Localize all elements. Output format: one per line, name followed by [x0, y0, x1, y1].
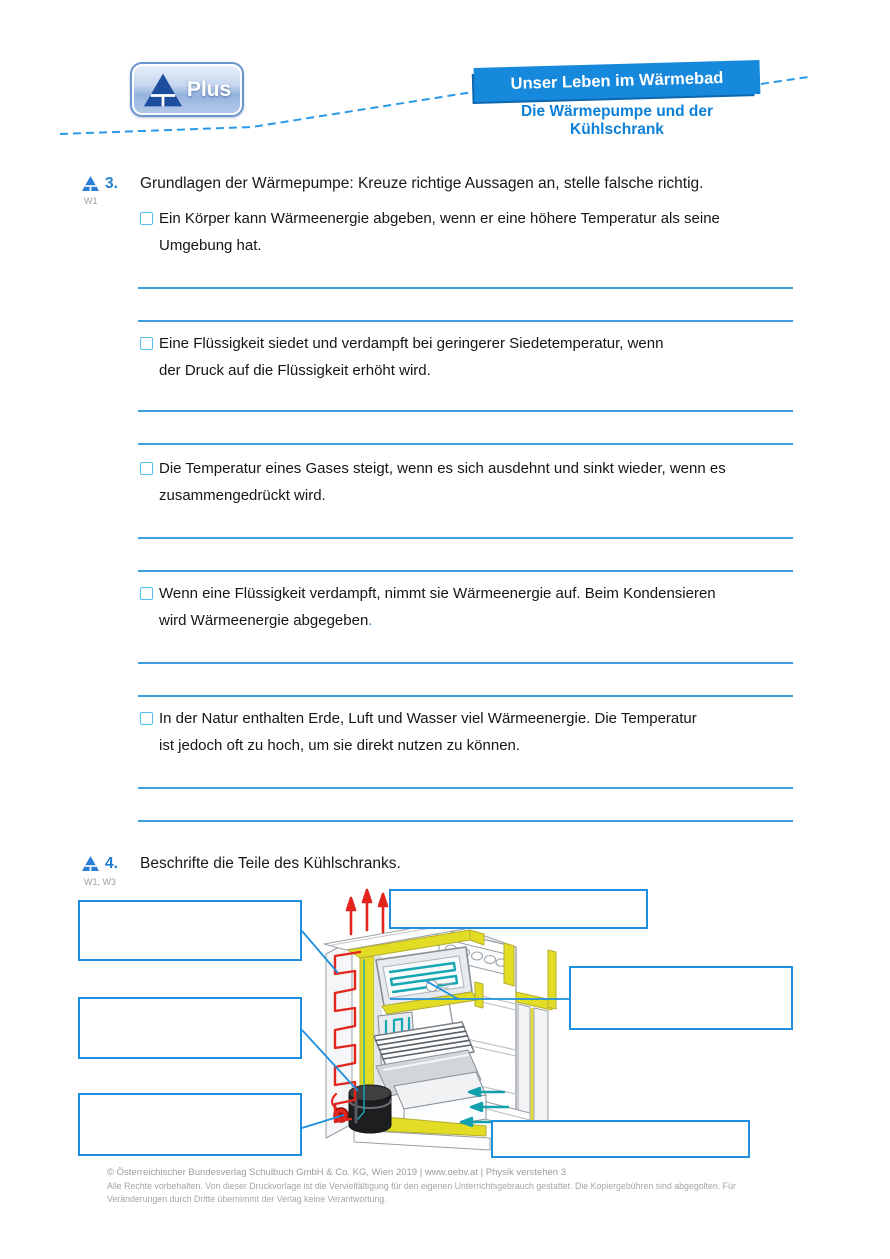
footer-copyright: © Österreichischer Bundesverlag Schulbuch GmbH & Co. KG, Wien 2019 | www.oebv.at | Physik verstehen 3 — [107, 1167, 566, 1178]
page-title: Die Wärmepumpe und der Kühlschrank — [520, 103, 714, 138]
label-box-left-2[interactable] — [78, 997, 302, 1059]
answer-line[interactable] — [138, 570, 793, 572]
statement-text: ist jedoch oft zu hoch, um sie direkt nutzen zu können. — [159, 737, 521, 754]
answer-line[interactable] — [138, 320, 793, 322]
answer-line[interactable] — [138, 820, 793, 822]
answer-line[interactable] — [138, 410, 793, 412]
task-4-competence-tag: W1, W3 — [84, 877, 117, 887]
footer-rights-line: Alle Rechte vorbehalten. Von dieser Druckvorlage ist die Vervielfältigung für den eigenen Unterrichtsgebrauch gestattet. Die Kopiergebühren sind abgegolten. Für — [107, 1181, 736, 1191]
statement-checkbox[interactable] — [140, 587, 153, 600]
statement-text: Umgebung hat. — [159, 237, 262, 254]
label-box-left-1[interactable] — [78, 900, 302, 961]
statement-text: der Druck auf die Flüssigkeit erhöht wird. — [159, 362, 431, 379]
logo-text: Plus — [186, 77, 232, 101]
statement-checkbox[interactable] — [140, 337, 153, 350]
footer-rights-line: Veränderungen durch Dritte übernimmt der Verlag keine Verantwortung. — [107, 1194, 387, 1204]
statement-text: Wenn eine Flüssigkeit verdampft, nimmt sie Wärmeenergie auf. Beim Kondensieren — [159, 585, 716, 602]
statement-text: wird Wärmeenergie abgegeben. — [159, 612, 373, 629]
label-box-bottom[interactable] — [491, 1120, 750, 1158]
statement-text: In der Natur enthalten Erde, Luft und Wasser viel Wärmeenergie. Die Temperatur — [159, 710, 697, 727]
task-triangle-icon — [82, 176, 99, 191]
answer-line[interactable] — [138, 443, 793, 445]
statement-checkbox[interactable] — [140, 462, 153, 475]
statement-text: zusammengedrückt wird. — [159, 487, 326, 504]
statement-text: Ein Körper kann Wärmeenergie abgeben, wenn er eine höhere Temperatur als seine — [159, 210, 720, 227]
task-3-competence-tag: W1 — [84, 196, 98, 206]
statement-checkbox[interactable] — [140, 212, 153, 225]
label-box-left-3[interactable] — [78, 1093, 302, 1156]
blue-period: . — [368, 612, 373, 629]
answer-line[interactable] — [138, 695, 793, 697]
logo-triangle-icon — [143, 71, 183, 109]
answer-line[interactable] — [138, 662, 793, 664]
chapter-banner-label: Unser Leben im Wärmebad — [510, 68, 724, 93]
task-4-number: 4. — [105, 855, 118, 872]
statement-text: Eine Flüssigkeit siedet und verdampft bei geringerer Siedetemperatur, wenn — [159, 335, 664, 352]
task-3-title: Grundlagen der Wärmepumpe: Kreuze richtige Aussagen an, stelle falsche richtig. — [140, 175, 704, 192]
label-box-top[interactable] — [389, 889, 648, 929]
statement-checkbox[interactable] — [140, 712, 153, 725]
task-3-number: 3. — [105, 175, 118, 192]
plus-logo — [130, 62, 244, 117]
answer-line[interactable] — [138, 537, 793, 539]
statement-text: Die Temperatur eines Gases steigt, wenn es sich ausdehnt und sinkt wieder, wenn es — [159, 460, 726, 477]
label-box-right[interactable] — [569, 966, 793, 1030]
answer-line[interactable] — [138, 287, 793, 289]
answer-line[interactable] — [138, 787, 793, 789]
heat-out-arrows-icon — [347, 890, 387, 934]
task-4-title: Beschrifte die Teile des Kühlschranks. — [140, 855, 401, 872]
task-triangle-icon — [82, 856, 99, 871]
